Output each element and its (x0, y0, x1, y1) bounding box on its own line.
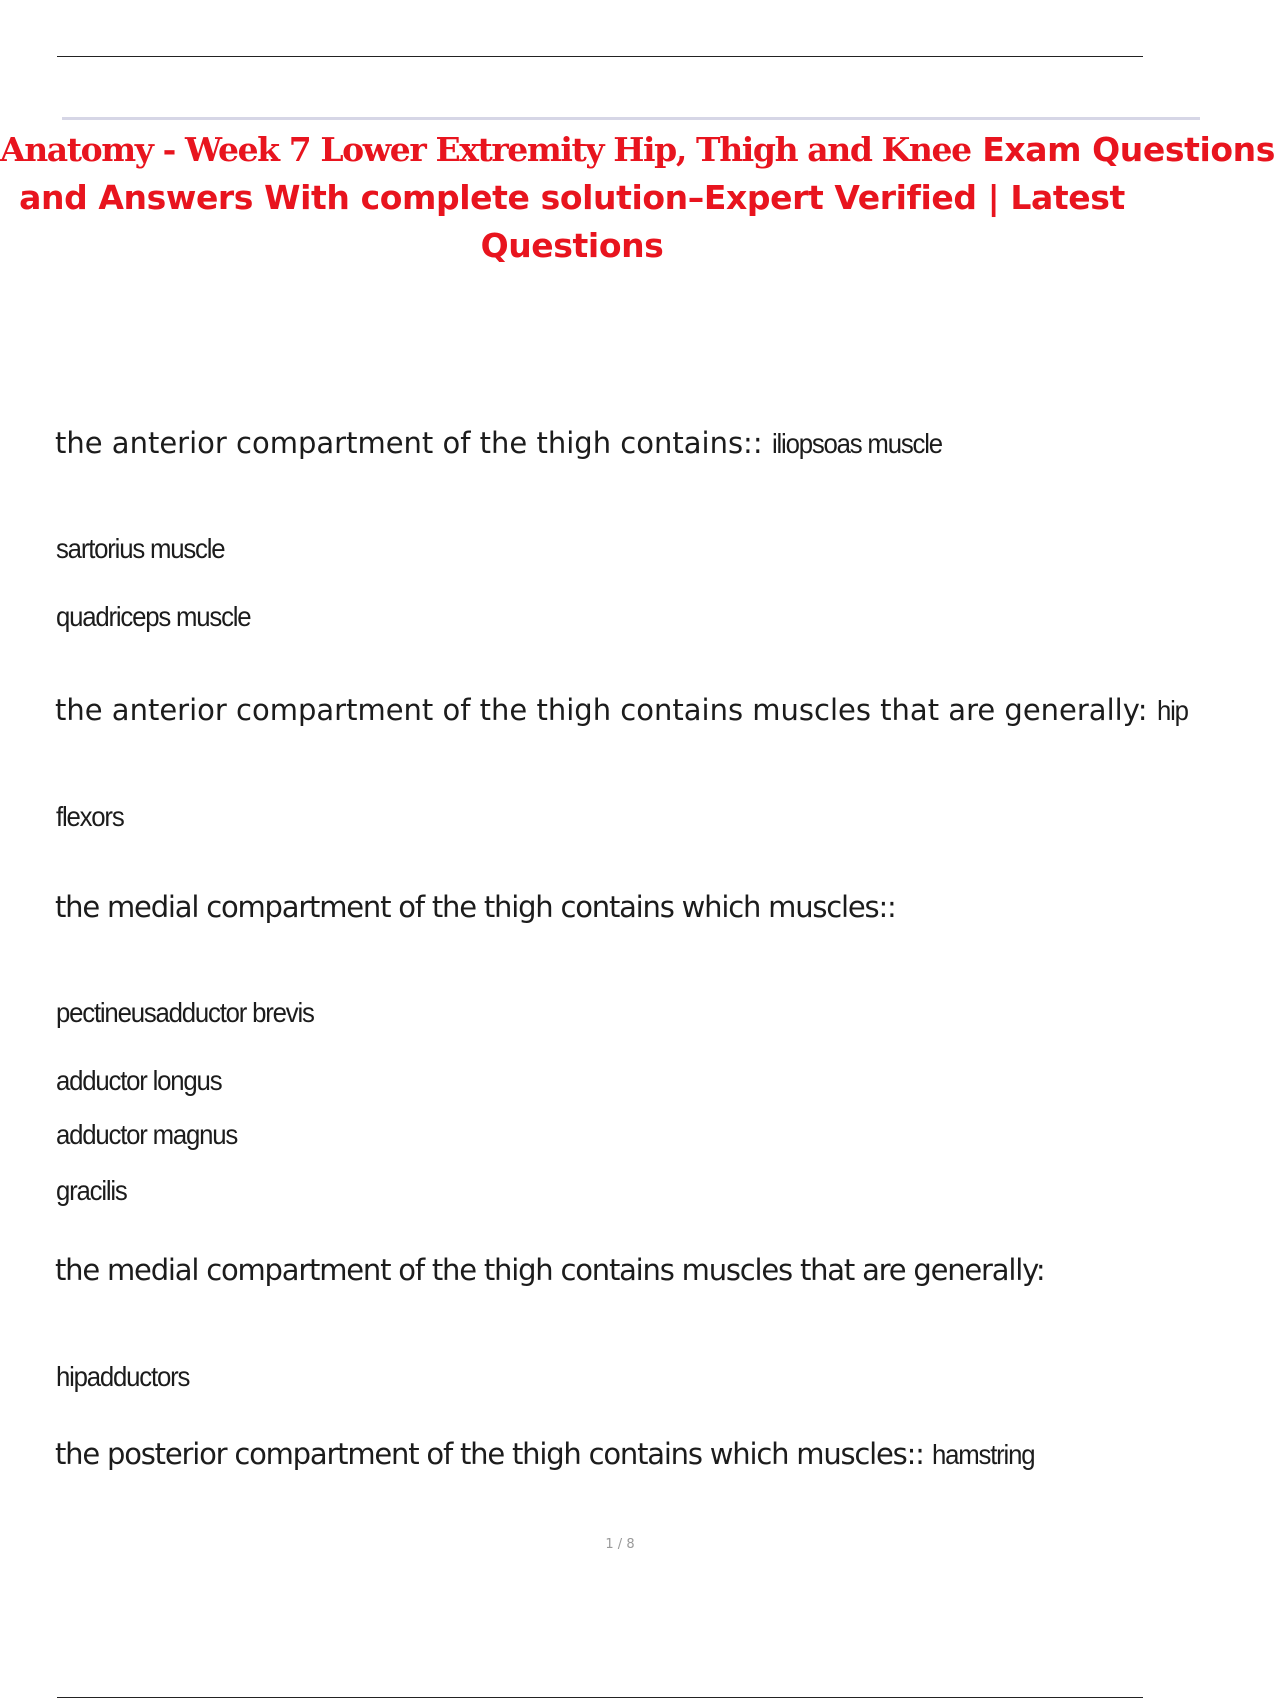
title-line-3: Questions (480, 226, 664, 265)
answer-line: quadriceps muscle (56, 601, 251, 632)
answer-line: hipadductors (56, 1361, 190, 1392)
answer-line: sartorius muscle (56, 533, 225, 564)
question-1 (55, 425, 956, 462)
answer-line: flexors (56, 801, 124, 832)
question-5 (55, 1436, 1043, 1473)
question-5-inline-answer: hamstring (931, 1439, 1035, 1470)
page-indicator: 1 / 8 (605, 1537, 635, 1552)
answer-line: adductor magnus (56, 1119, 238, 1150)
question-2-text: the anterior compartment of the thigh contains muscles that are generally: (55, 693, 1148, 727)
question-3-text: the medial compartment of the thigh contains which muscles:: (55, 890, 896, 924)
title-part-2: Exam Questions (982, 130, 1275, 169)
answer-line: adductor longus (56, 1065, 222, 1096)
title-rule (62, 117, 1200, 120)
question-1-text: the anterior compartment of the thigh contains:: (55, 426, 763, 460)
question-5-text: the posterior compartment of the thigh contains which muscles:: (55, 1437, 924, 1471)
question-1-inline-answer: iliopsoas muscle (771, 428, 942, 459)
header-rule (57, 56, 1143, 57)
title-part-1: Anatomy - Week 7 Lower Extremity Hip, Thigh and Knee (0, 130, 971, 169)
title-line-1 (0, 126, 1275, 174)
question-2 (55, 692, 1190, 729)
question-3 (55, 889, 896, 925)
footer-rule (57, 1697, 1143, 1698)
title-line-2: and Answers With complete solution–Expert Verified | Latest (19, 178, 1125, 217)
document-title (0, 126, 1275, 270)
answer-line: gracilis (56, 1175, 127, 1206)
question-2-inline-answer: hip (1156, 695, 1188, 726)
answer-line: pectineusadductor brevis (56, 997, 314, 1028)
question-4 (55, 1252, 1045, 1288)
question-4-text: the medial compartment of the thigh contains muscles that are generally: (55, 1253, 1045, 1287)
